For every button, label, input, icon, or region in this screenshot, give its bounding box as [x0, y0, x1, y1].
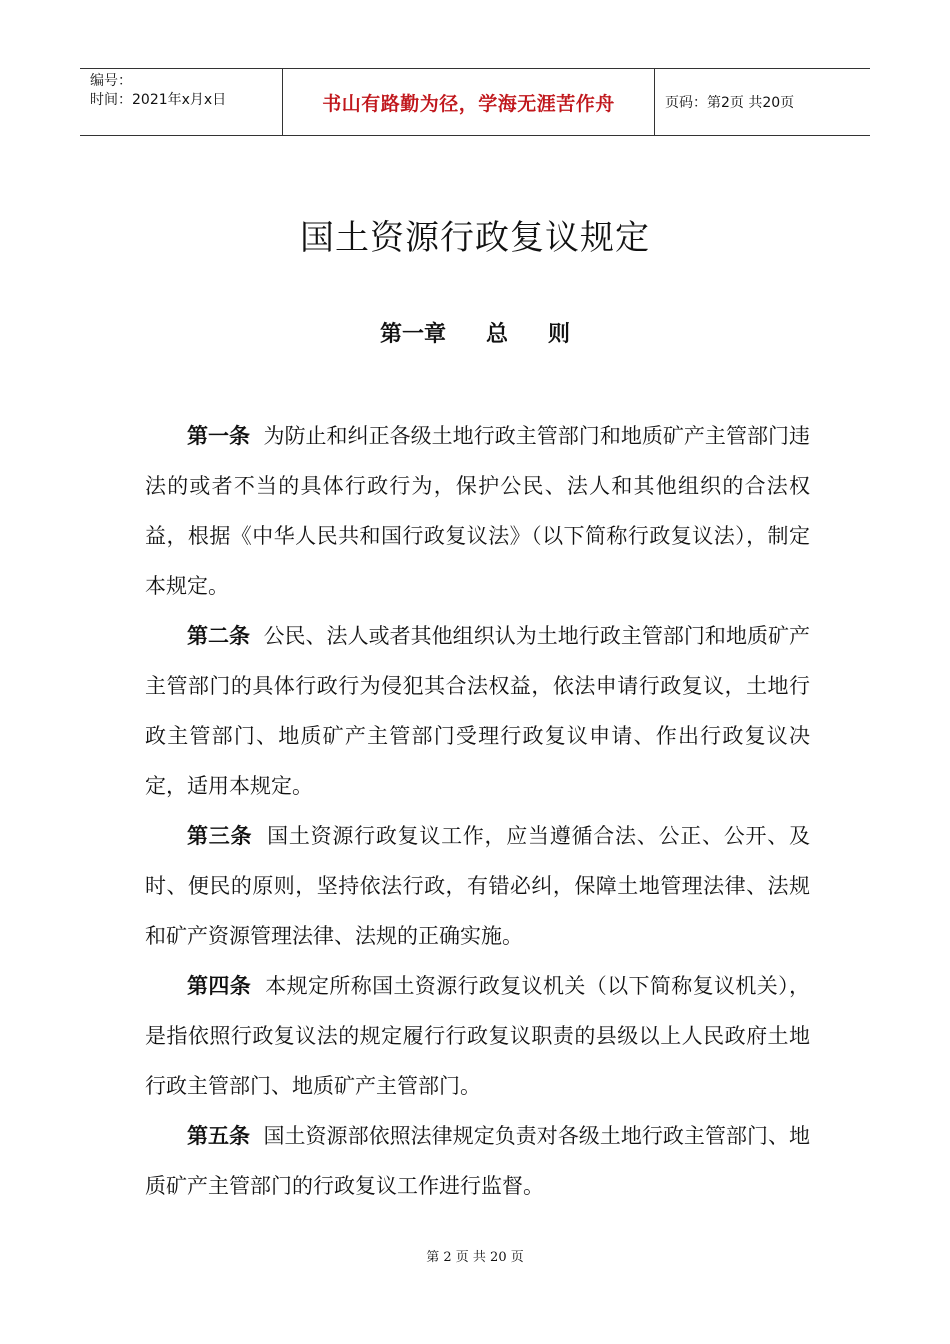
document-number-label: 编号：: [90, 73, 132, 89]
header-meta: [80, 69, 282, 135]
article-paragraph: [145, 611, 810, 811]
document-body: [145, 411, 810, 1211]
date-label: 时间：2021年x月x日: [90, 92, 227, 108]
article-text: 公民、法人或者其他组织认为土地行政主管部门和地质矿产主管部门的具体行政行为侵犯其合法权益，依法申请行政复议，土地行政主管部门、地质矿产主管部门受理行政复议申请、作出行政复议决定，适用本规定。: [145, 624, 811, 798]
article-paragraph: [145, 961, 810, 1111]
article-label: 第三条: [187, 824, 253, 848]
article-text: 为防止和纠正各级土地行政主管部门和地质矿产主管部门违法的或者不当的具体行政行为，保护公民、法人和其他组织的合法权益，根据《中华人民共和国行政复议法》（以下简称行政复议法），制定本规定。: [145, 424, 811, 598]
article-text: 本规定所称国土资源行政复议机关（以下简称复议机关），是指依照行政复议法的规定履行行政复议职责的县级以上人民政府土地行政主管部门、地质矿产主管部门。: [145, 974, 811, 1098]
chapter-name-part2: 则: [548, 322, 571, 347]
page-footer: 第 2 页 共 20 页: [426, 1250, 524, 1265]
article-paragraph: [145, 411, 810, 611]
header-page-indicator: 页码：第2页 共20页: [665, 95, 795, 111]
page-header: [80, 68, 870, 136]
chapter-number: 第一章: [379, 322, 446, 347]
article-paragraph: [145, 811, 810, 961]
article-text: 国土资源部依照法律规定负责对各级土地行政主管部门、地质矿产主管部门的行政复议工作进行监督。: [145, 1124, 811, 1198]
article-label: 第五条: [187, 1124, 251, 1148]
article-label: 第四条: [187, 974, 252, 998]
chapter-heading: [0, 317, 950, 348]
article-paragraph: [145, 1111, 810, 1211]
article-text: 国土资源行政复议工作，应当遵循合法、公正、公开、及时、便民的原则，坚持依法行政，有错必纠，保障土地管理法律、法规和矿产资源管理法律、法规的正确实施。: [145, 824, 811, 948]
article-label: 第二条: [187, 624, 251, 648]
document-title: 国土资源行政复议规定: [300, 218, 650, 258]
article-label: 第一条: [187, 424, 251, 448]
chapter-name-part1: 总: [485, 322, 508, 347]
header-motto: 书山有路勤为径，学海无涯苦作舟: [282, 69, 655, 135]
